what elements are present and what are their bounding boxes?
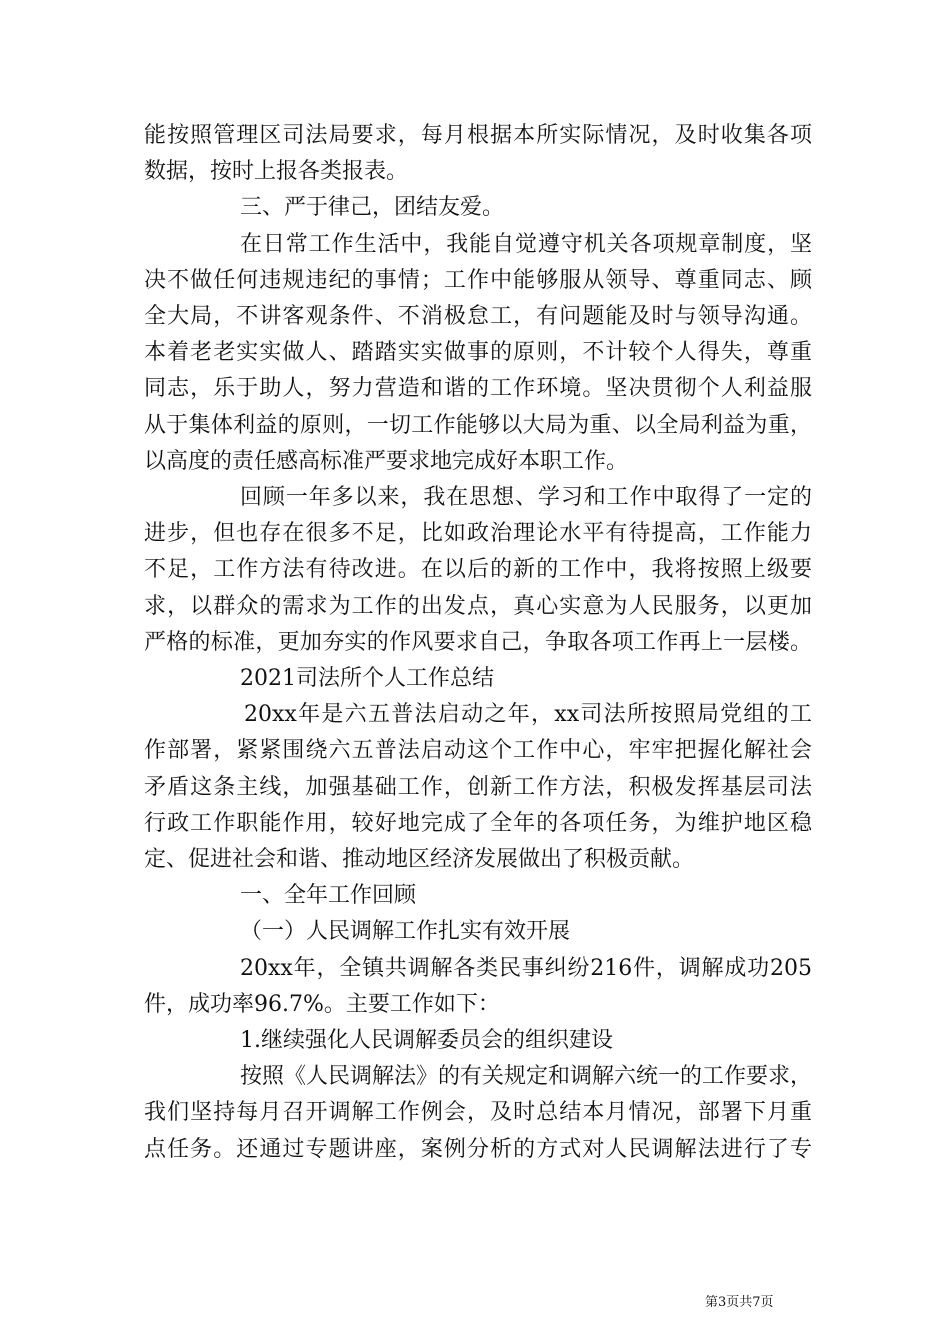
text-line: 本着老老实实做人、踏踏实实做事的原则，不计较个人得失，尊重 bbox=[144, 340, 812, 366]
text-line: 点任务。还通过专题讲座，案例分析的方式对人民调解法进行了专 bbox=[144, 1136, 812, 1162]
text-line: 我们坚持每月召开调解工作例会，及时总结本月情况，部署下月重 bbox=[144, 1100, 812, 1126]
text-line: 矛盾这条主线，加强基础工作，创新工作方法，积极发挥基层司法 bbox=[144, 774, 812, 800]
text-line: 回顾一年多以来，我在思想、学习和工作中取得了一定的 bbox=[240, 485, 812, 511]
text-line: 不足，工作方法有待改进。在以后的新的工作中，我将按照上级要 bbox=[144, 557, 812, 583]
text-line: 从于集体利益的原则，一切工作能够以大局为重、以全局利益为重， bbox=[144, 412, 812, 438]
text-line: 定、促进社会和谐、推动地区经济发展做出了积极贡献。 bbox=[144, 847, 695, 873]
text-line: 按照《人民调解法》的有关规定和调解六统一的工作要求， bbox=[240, 1064, 812, 1090]
text-line: 20xx年是六五普法启动之年，xx司法所按照局党组的工 bbox=[244, 702, 812, 728]
text-line: 以高度的责任感高标准严要求地完成好本职工作。 bbox=[144, 448, 629, 474]
page-number: 第3页共7页 bbox=[705, 1295, 774, 1310]
text-line: 能按照管理区司法局要求，每月根据本所实际情况，及时收集各项 bbox=[144, 123, 812, 148]
text-line: 严格的标准，更加夯实的作风要求自己，争取各项工作再上一层楼。 bbox=[144, 629, 812, 655]
subsection-heading: （一）人民调解工作扎实有效开展 bbox=[240, 919, 571, 945]
text-line: 数据，按时上报各类报表。 bbox=[144, 159, 409, 185]
text-line: 在日常工作生活中，我能自觉遵守机关各项规章制度，坚 bbox=[240, 231, 812, 257]
text-line: 20xx年，全镇共调解各类民事纠纷216件，调解成功205 bbox=[240, 955, 812, 981]
document-body bbox=[144, 118, 812, 1168]
text-line: 行政工作职能作用，较好地完成了全年的各项任务，为维护地区稳 bbox=[144, 810, 812, 836]
text-line: 作部署，紧紧围绕六五普法启动这个工作中心，牢牢把握化解社会 bbox=[144, 738, 812, 764]
item-heading: 1.继续强化人民调解委员会的组织建设 bbox=[240, 1028, 613, 1054]
text-line: 求，以群众的需求为工作的出发点，真心实意为人民服务，以更加 bbox=[144, 593, 812, 619]
text-line: 件，成功率96.7%。主要工作如下： bbox=[144, 991, 500, 1017]
text-line: 进步，但也存在很多不足，比如政治理论水平有待提高，工作能力 bbox=[144, 521, 812, 547]
text-line: 全大局，不讲客观条件、不消极怠工，有问题能及时与领导沟通。 bbox=[144, 304, 812, 330]
text-line: 同志，乐于助人，努力营造和谐的工作环境。坚决贯彻个人利益服 bbox=[144, 376, 812, 402]
section-heading: 一、全年工作回顾 bbox=[240, 883, 417, 909]
text-line: 决不做任何违规违纪的事情；工作中能够服从领导、尊重同志、顾 bbox=[144, 267, 812, 293]
section-heading: 三、严于律己，团结友爱。 bbox=[240, 195, 505, 221]
document-title: 2021司法所个人工作总结 bbox=[240, 666, 494, 692]
